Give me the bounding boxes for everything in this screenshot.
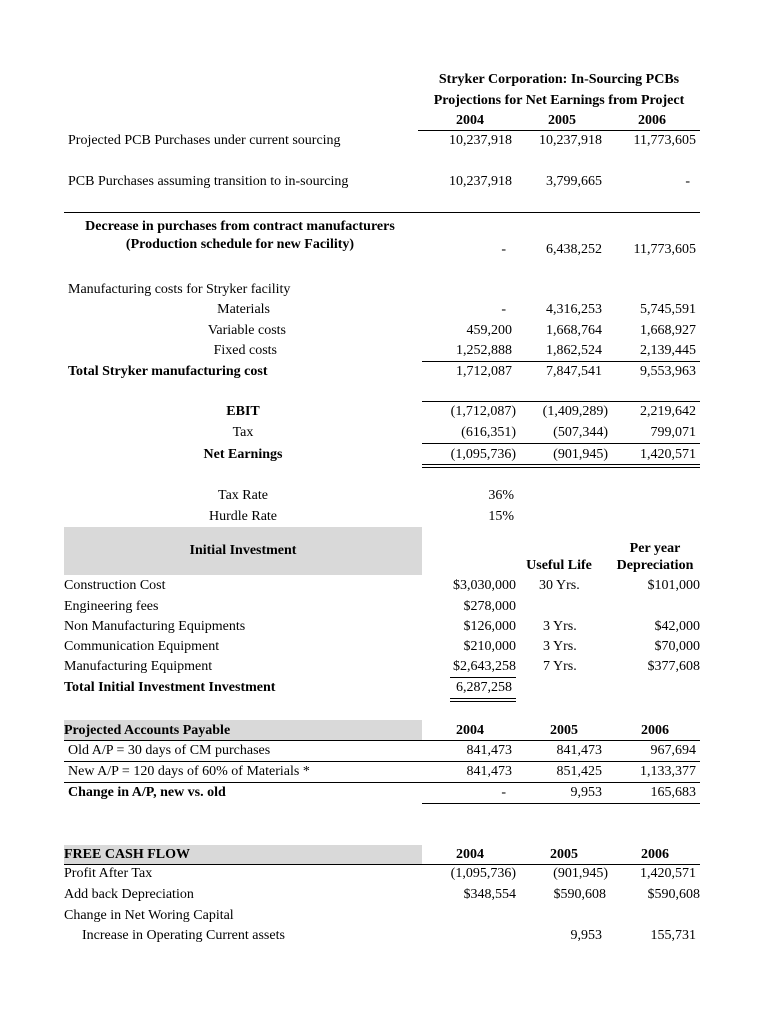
payables-year-2004: 2004 <box>456 723 484 738</box>
fcf-year-2006: 2006 <box>641 847 669 862</box>
depreciation-header-line2: Depreciation <box>616 558 694 573</box>
tax-rule <box>422 443 700 444</box>
variable-costs-2006: 1,668,927 <box>640 323 696 338</box>
fcf-year-2004: 2004 <box>456 847 484 862</box>
net-earnings-rule-1 <box>422 464 700 465</box>
old-ap-rule <box>64 761 700 762</box>
depreciation-addback-2004: $348,554 <box>463 887 516 902</box>
header-rule <box>418 130 700 131</box>
current-sourcing-2004: 10,237,918 <box>449 133 512 148</box>
useful-life-header: Useful Life <box>526 558 592 573</box>
new-ap-2004: 841,473 <box>466 764 512 779</box>
ebit-2006: 2,219,642 <box>640 404 696 419</box>
materials-label: Materials <box>217 302 270 317</box>
net-earnings-label: Net Earnings <box>203 447 283 462</box>
tax-label: Tax <box>232 425 254 440</box>
investment-row-amount: $278,000 <box>463 599 516 614</box>
profit-after-tax-2004: (1,095,736) <box>450 866 516 881</box>
materials-2005: 4,316,253 <box>546 302 602 317</box>
materials-2004: - <box>501 302 506 317</box>
total-manufacturing-2004: 1,712,087 <box>456 364 512 379</box>
current-sourcing-2006: 11,773,605 <box>633 133 696 148</box>
hurdle-rate-label: Hurdle Rate <box>208 509 278 524</box>
section-rule <box>64 212 700 213</box>
new-ap-2006: 1,133,377 <box>640 764 696 779</box>
fixed-costs-label: Fixed costs <box>213 343 277 358</box>
change-ap-2004: - <box>501 785 506 800</box>
fixed-costs-2006: 2,139,445 <box>640 343 696 358</box>
investment-total-rule-2 <box>450 701 516 702</box>
nwc-label: Change in Net Woring Capital <box>64 908 234 923</box>
depreciation-addback-label: Add back Depreciation <box>64 887 194 902</box>
depreciation-addback-2005: $590,608 <box>553 887 606 902</box>
tax-2004: (616,351) <box>461 425 516 440</box>
fixed-costs-rule <box>422 361 700 362</box>
payables-year-2005: 2005 <box>550 723 578 738</box>
investment-row-life: 30 Yrs. <box>539 578 580 593</box>
old-ap-2005: 841,473 <box>556 743 602 758</box>
tax-rate-value: 36% <box>488 488 514 503</box>
new-ap-rule <box>64 782 700 783</box>
report-title: Stryker Corporation: In-Sourcing PCBs <box>438 72 680 87</box>
investment-row-amount: $3,030,000 <box>453 578 516 593</box>
year-header-2006: 2006 <box>638 113 666 128</box>
investment-row-label: Non Manufacturing Equipments <box>64 619 246 634</box>
decrease-2006: 11,773,605 <box>633 242 696 257</box>
investment-total-label: Total Initial Investment Investment <box>64 680 276 695</box>
investment-total-amount: 6,287,258 <box>456 680 512 695</box>
total-manufacturing-label: Total Stryker manufacturing cost <box>68 364 268 379</box>
investment-total-rule-top <box>450 677 516 678</box>
fcf-year-2005: 2005 <box>550 847 578 862</box>
current-sourcing-2005: 10,237,918 <box>539 133 602 148</box>
investment-row-life: 7 Yrs. <box>543 659 577 674</box>
old-ap-2004: 841,473 <box>466 743 512 758</box>
year-header-2005: 2005 <box>548 113 576 128</box>
current-assets-2005: 9,953 <box>570 928 602 943</box>
variable-costs-label: Variable costs <box>207 323 286 338</box>
investment-row-amount: $126,000 <box>463 619 516 634</box>
investment-row-amount: $210,000 <box>463 639 516 654</box>
in-sourcing-2005: 3,799,665 <box>546 174 602 189</box>
total-manufacturing-2006: 9,553,963 <box>640 364 696 379</box>
net-earnings-2005: (901,945) <box>553 447 608 462</box>
investment-row-amount: $2,643,258 <box>453 659 516 674</box>
investment-row-label: Engineering fees <box>64 599 159 614</box>
investment-total-rule-1 <box>450 698 516 699</box>
profit-after-tax-label: Profit After Tax <box>64 866 153 881</box>
investment-row-label: Construction Cost <box>64 578 166 593</box>
ebit-top-rule <box>422 401 700 402</box>
change-ap-2006: 165,683 <box>650 785 696 800</box>
investment-row-life: 3 Yrs. <box>543 639 577 654</box>
report-subtitle: Projections for Net Earnings from Project <box>433 93 685 108</box>
payables-header-rule <box>64 740 700 741</box>
materials-2006: 5,745,591 <box>640 302 696 317</box>
change-ap-2005: 9,953 <box>570 785 602 800</box>
decrease-2004: - <box>501 242 506 257</box>
decrease-label-line1: Decrease in purchases from contract manufacturers <box>85 219 395 234</box>
in-sourcing-2006: - <box>685 174 690 189</box>
investment-row-depreciation: $42,000 <box>654 619 700 634</box>
current-assets-2006: 155,731 <box>650 928 696 943</box>
profit-after-tax-2005: (901,945) <box>553 866 608 881</box>
current-sourcing-label: Projected PCB Purchases under current sourcing <box>68 133 341 148</box>
investment-row-depreciation: $70,000 <box>654 639 700 654</box>
in-sourcing-2004: 10,237,918 <box>449 174 512 189</box>
variable-costs-2004: 459,200 <box>466 323 512 338</box>
change-ap-rule <box>422 803 700 804</box>
total-manufacturing-2005: 7,847,541 <box>546 364 602 379</box>
in-sourcing-label: PCB Purchases assuming transition to in-sourcing <box>68 174 349 189</box>
tax-2005: (507,344) <box>553 425 608 440</box>
investment-row-life: 3 Yrs. <box>543 619 577 634</box>
new-ap-label: New A/P = 120 days of 60% of Materials * <box>68 764 310 779</box>
ebit-2004: (1,712,087) <box>450 404 516 419</box>
investment-row-depreciation: $101,000 <box>647 578 700 593</box>
year-header-2004: 2004 <box>456 113 484 128</box>
payables-heading: Projected Accounts Payable <box>64 723 231 738</box>
fixed-costs-2005: 1,862,524 <box>546 343 602 358</box>
net-earnings-2006: 1,420,571 <box>640 447 696 462</box>
decrease-label-line2: (Production schedule for new Facility) <box>125 237 355 252</box>
tax-2006: 799,071 <box>650 425 696 440</box>
ebit-label: EBIT <box>226 404 260 419</box>
net-earnings-2004: (1,095,736) <box>450 447 516 462</box>
fixed-costs-2004: 1,252,888 <box>456 343 512 358</box>
payables-year-2006: 2006 <box>641 723 669 738</box>
investment-heading: Initial Investment <box>189 543 297 558</box>
net-earnings-rule-2 <box>422 467 700 468</box>
decrease-2005: 6,438,252 <box>546 242 602 257</box>
investment-row-depreciation: $377,608 <box>647 659 700 674</box>
depreciation-addback-2006: $590,608 <box>647 887 700 902</box>
old-ap-2006: 967,694 <box>650 743 696 758</box>
hurdle-rate-value: 15% <box>488 509 514 524</box>
manufacturing-heading: Manufacturing costs for Stryker facility <box>68 282 291 297</box>
change-ap-label: Change in A/P, new vs. old <box>68 785 226 800</box>
new-ap-2005: 851,425 <box>556 764 602 779</box>
ebit-2005: (1,409,289) <box>542 404 608 419</box>
depreciation-header-line1: Per year <box>629 541 681 556</box>
fcf-heading: FREE CASH FLOW <box>64 847 191 862</box>
current-assets-label: Increase in Operating Current assets <box>82 928 285 943</box>
tax-rate-label: Tax Rate <box>218 488 268 503</box>
profit-after-tax-2006: 1,420,571 <box>640 866 696 881</box>
investment-row-label: Communication Equipment <box>64 639 220 654</box>
variable-costs-2005: 1,668,764 <box>546 323 602 338</box>
investment-row-label: Manufacturing Equipment <box>64 659 213 674</box>
old-ap-label: Old A/P = 30 days of CM purchases <box>68 743 271 758</box>
